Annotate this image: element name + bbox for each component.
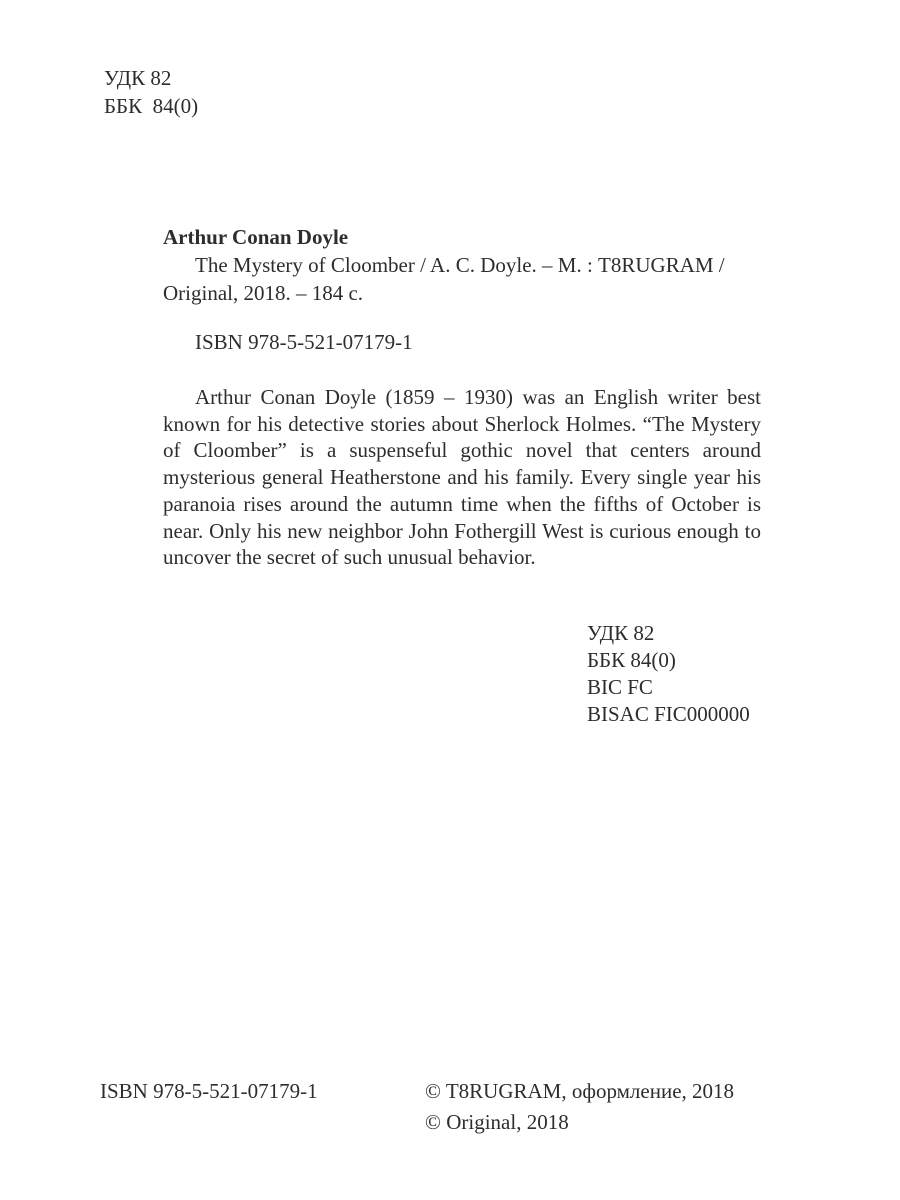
annotation-paragraph: Arthur Conan Doyle (1859 – 1930) was an English writer best known for his detective stories about Sherlock Holmes. “The Mystery of Cloomber” is a suspenseful gothic novel that centers around mysterious general Heatherstone and his family. Every single year his paranoia rises around the autumn time when the fifths of October is near. Only his new neighbor John Fothergill West is curious enough to uncover the secret of such unusual behavior. (163, 385, 761, 570)
udk-code-top: УДК 82 (104, 66, 172, 90)
author-name: Arthur Conan Doyle (163, 225, 349, 249)
footer-isbn: ISBN 978-5-521-07179-1 (100, 1079, 318, 1103)
bbk-code-top: ББК 84(0) (104, 94, 199, 118)
classification-code-bic: BIC FC (587, 675, 653, 699)
copyright-publisher: © T8RUGRAM, оформление, 2018 (425, 1079, 735, 1103)
classification-code-udk: УДК 82 (587, 621, 655, 645)
copyright-original: © Original, 2018 (425, 1110, 569, 1134)
header-codes-block (104, 64, 198, 120)
classification-code-bisac: BISAC FIC000000 (587, 702, 750, 726)
footer-copyright-block (425, 1076, 734, 1138)
classification-code-bbk: ББК 84(0) (587, 648, 676, 672)
classification-codes-block (587, 620, 750, 728)
isbn-line: ISBN 978-5-521-07179-1 (195, 330, 413, 354)
bibliographic-entry: The Mystery of Cloomber / A. C. Doyle. – М. : T8RUGRAM / Original, 2018. – 184 с. (163, 253, 725, 305)
